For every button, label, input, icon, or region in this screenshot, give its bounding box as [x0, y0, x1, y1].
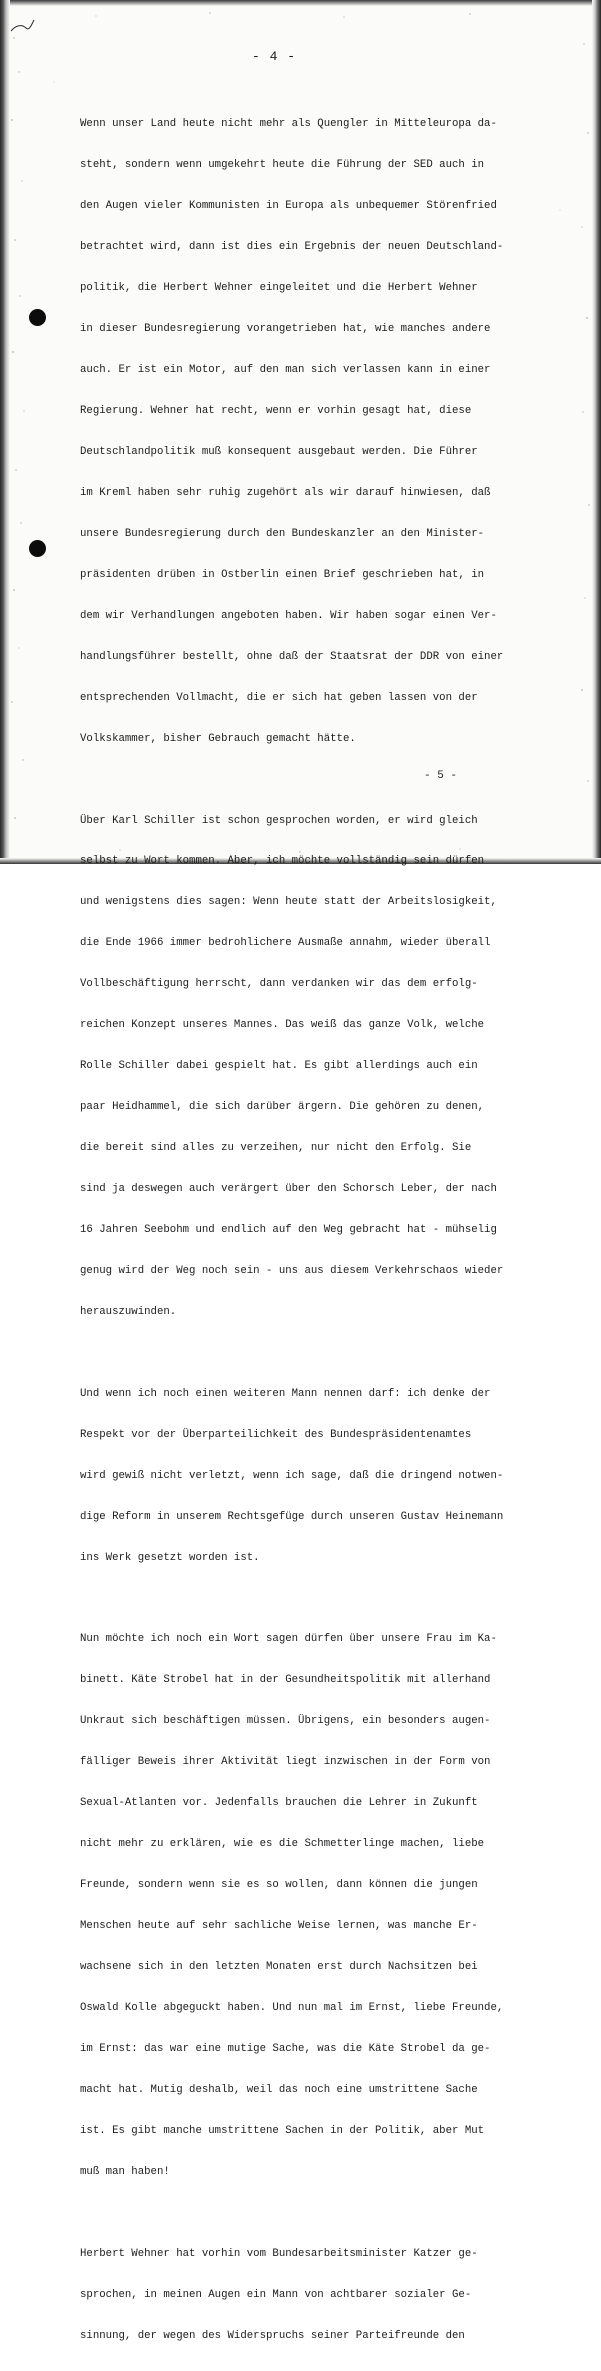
text-line: Wenn unser Land heute nicht mehr als Quengler in Mitteleuropa da- — [80, 118, 497, 131]
text-line: dige Reform in unserem Rechtsgefüge durch unseren Gustav Heinemann — [80, 1510, 504, 1523]
text-line: macht hat. Mutig deshalb, weil das noch eine umstrittene Sache — [80, 2084, 478, 2097]
scan-edge-top — [0, 0, 601, 6]
text-line: im Kreml haben sehr ruhig zugehört als wir darauf hinwiesen, daß — [80, 487, 491, 500]
text-line: genug wird der Weg noch sein - uns aus diesem Verkehrschaos wieder — [80, 1265, 504, 1278]
text-line: sinnung, der wegen des Widerspruchs seiner Parteifreunde den — [80, 2329, 465, 2342]
text-line: fälliger Beweis ihrer Aktivität liegt inzwischen in der Form von — [80, 1756, 491, 1769]
text-line: selbst zu Wort kommen. Aber, ich möchte vollständig sein dürfen — [80, 855, 485, 868]
page-number: - 4 - — [252, 49, 297, 64]
text-line: Respekt vor der Überparteilichkeit des Bundespräsidentenamtes — [80, 1428, 472, 1441]
text-line: Herbert Wehner hat vorhin vom Bundesarbeitsminister Katzer ge- — [80, 2247, 478, 2260]
text-line: betrachtet wird, dann ist dies ein Ergebnis der neuen Deutschland- — [80, 241, 504, 254]
text-line: muß man haben! — [80, 2165, 170, 2178]
text-line: Deutschlandpolitik muß konsequent ausgebaut werden. Die Führer — [80, 446, 478, 459]
text-line: Unkraut sich beschäftigen müssen. Übrigens, ein besonders augen- — [80, 1715, 491, 1728]
text-line: entsprechenden Vollmacht, die er sich hat geben lassen von der — [80, 691, 478, 704]
text-line: Volkskammer, bisher Gebrauch gemacht hätte. — [80, 732, 356, 745]
text-line: Über Karl Schiller ist schon gesprochen worden, er wird gleich — [80, 814, 478, 827]
text-line: steht, sondern wenn umgekehrt heute die Führung der SED auch in — [80, 159, 485, 172]
punch-hole-bottom — [29, 540, 46, 557]
text-line: reichen Konzept unseres Mannes. Das weiß das ganze Volk, welche — [80, 1019, 485, 1032]
text-line: nicht mehr zu erklären, wie es die Schmetterlinge machen, liebe — [80, 1838, 485, 1851]
paragraph — [80, 91, 550, 774]
text-line: binett. Käte Strobel hat in der Gesundheitspolitik mit allerhand — [80, 1674, 491, 1687]
paragraph — [80, 787, 550, 1347]
text-line: Und wenn ich noch einen weiteren Mann nennen darf: ich denke der — [80, 1387, 491, 1400]
text-line: und wenigstens dies sagen: Wenn heute statt der Arbeitslosigkeit, — [80, 896, 497, 909]
paragraph — [80, 1606, 550, 2207]
text-line: wird gewiß nicht verletzt, wenn ich sage, daß die dringend notwen- — [80, 1469, 504, 1482]
scan-edge-left — [0, 0, 10, 864]
next-page-number: - 5 - — [424, 770, 458, 782]
text-line: Nun möchte ich noch ein Wort sagen dürfen über unsere Frau im Ka- — [80, 1633, 497, 1646]
text-line: Freunde, sondern wenn sie es so wollen, dann können die jungen — [80, 1879, 478, 1892]
text-line: Sexual-Atlanten vor. Jedenfalls brauchen die Lehrer in Zukunft — [80, 1797, 478, 1810]
text-line: ins Werk gesetzt worden ist. — [80, 1551, 260, 1564]
paragraph — [80, 2220, 550, 2370]
text-line: politik, die Herbert Wehner eingeleitet und die Herbert Wehner — [80, 282, 478, 295]
text-line: wachsene sich in den letzten Monaten erst durch Nachsitzen bei — [80, 1961, 478, 1974]
text-line: Rolle Schiller dabei gespielt hat. Es gibt allerdings auch ein — [80, 1060, 478, 1073]
text-line: Menschen heute auf sehr sachliche Weise lernen, was manche Er- — [80, 1920, 478, 1933]
text-line: 16 Jahren Seebohm und endlich auf den Weg gebracht hat - mühselig — [80, 1224, 497, 1237]
text-line: die bereit sind alles zu verzeihen, nur nicht den Erfolg. Sie — [80, 1142, 472, 1155]
text-line: Oswald Kolle abgeguckt haben. Und nun mal im Ernst, liebe Freunde, — [80, 2002, 504, 2015]
scan-edge-right — [592, 0, 601, 864]
text-line: präsidenten drüben in Ostberlin einen Brief geschrieben hat, in — [80, 568, 485, 581]
text-line: paar Heidhammel, die sich darüber ärgern. Die gehören zu denen, — [80, 1101, 485, 1114]
paragraph — [80, 1361, 550, 1593]
text-line: im Ernst: das war eine mutige Sache, was die Käte Strobel da ge- — [80, 2043, 491, 2056]
text-line: die Ende 1966 immer bedrohlichere Ausmaße annahm, wieder überall — [80, 937, 491, 950]
punch-hole-top — [29, 309, 46, 326]
text-line: handlungsführer bestellt, ohne daß der Staatsrat der DDR von einer — [80, 650, 504, 663]
text-line: auch. Er ist ein Motor, auf den man sich verlassen kann in einer — [80, 364, 491, 377]
text-line: ist. Es gibt manche umstrittene Sachen in der Politik, aber Mut — [80, 2124, 485, 2137]
text-line: unsere Bundesregierung durch den Bundeskanzler an den Minister- — [80, 528, 485, 540]
text-line: herauszuwinden. — [80, 1306, 177, 1319]
text-line: in dieser Bundesregierung vorangetrieben hat, wie manches andere — [80, 323, 491, 336]
corner-pen-mark — [8, 16, 38, 38]
text-line: sprochen, in meinen Augen ein Mann von achtbarer sozialer Ge- — [80, 2288, 472, 2301]
text-line: Regierung. Wehner hat recht, wenn er vorhin gesagt hat, diese — [80, 405, 472, 418]
text-line: dem wir Verhandlungen angeboten haben. Wir haben sogar einen Ver- — [80, 609, 497, 622]
document-body — [80, 91, 550, 2371]
text-line: sind ja deswegen auch verärgert über den Schorsch Leber, der nach — [80, 1183, 497, 1196]
text-line: den Augen vieler Kommunisten in Europa als unbequemer Störenfried — [80, 200, 497, 213]
text-line: Vollbeschäftigung herrscht, dann verdanken wir das dem erfolg- — [80, 978, 478, 991]
